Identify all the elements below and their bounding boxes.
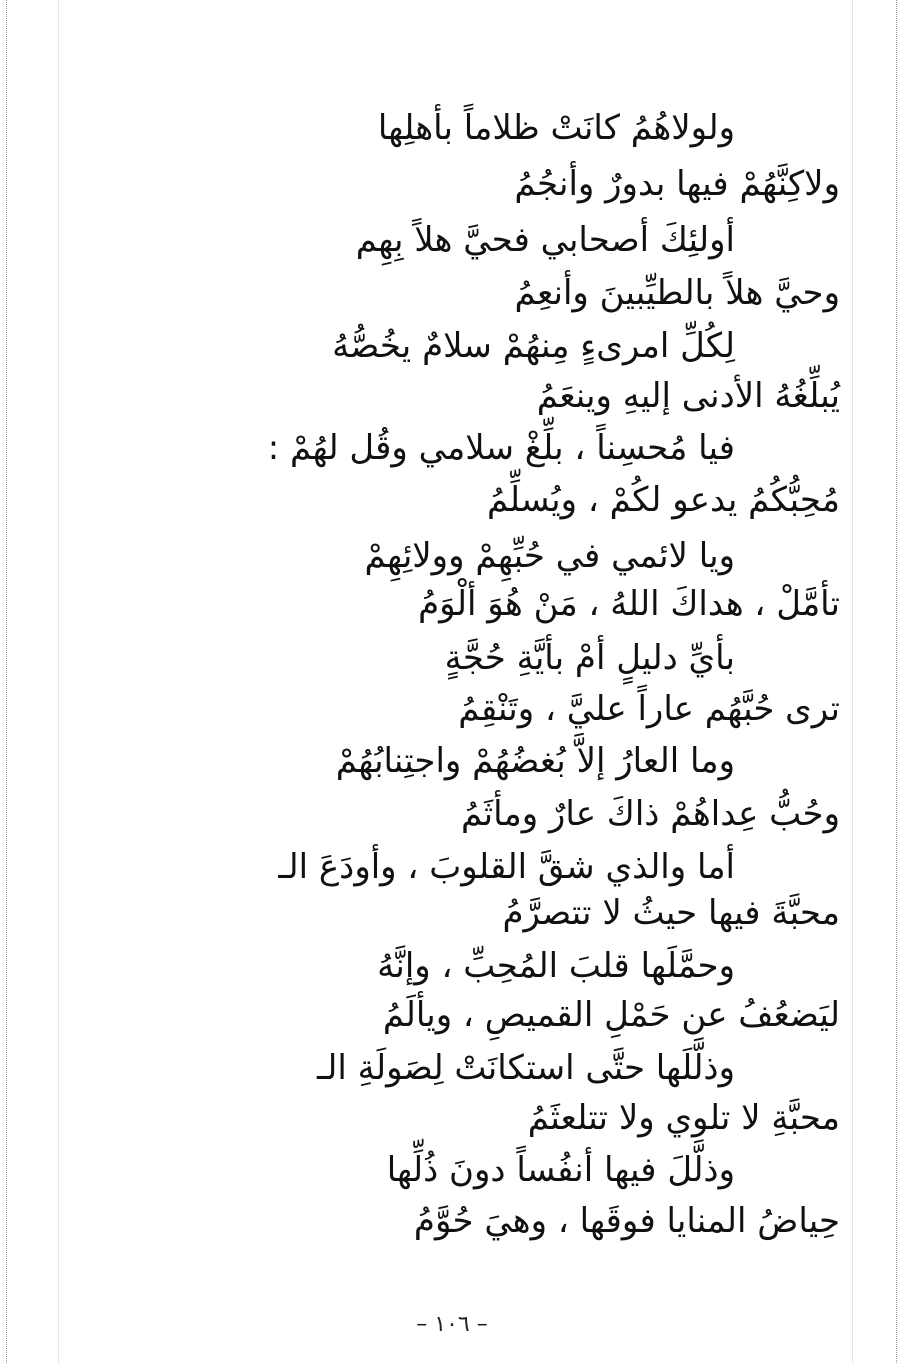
verse-6-first: بأيِّ دليلٍ أمْ بأيَّةِ حُجَّةٍ	[444, 638, 735, 678]
verse-8-second: محبَّةَ فيها حيثُ لا تتصرَّمُ	[502, 893, 840, 933]
verse-3-first: لِكُلِّ امرىءٍ مِنهُمْ سلامٌ يخُصُّهُ	[332, 326, 735, 366]
verse-1-second: ولاكِنَّهُمْ فيها بدورٌ وأنجُمُ	[514, 164, 840, 204]
verse-2-first: أولئِكَ أصحابي فحيَّ هلاً بِهِم	[355, 220, 735, 260]
verse-10-second: محبَّةِ لا تلوي ولا تتلعثَمُ	[527, 1098, 840, 1138]
verse-1-first: ولولاهُمُ كانَتْ ظلاماً بأهلِها	[377, 108, 735, 148]
verse-6-second: ترى حُبَّهُم عاراً عليَّ ، وتَنْقِمُ	[458, 689, 840, 729]
verse-7-second: وحُبُّ عِداهُمْ ذاكَ عارٌ ومأثَمُ	[461, 794, 840, 834]
verse-3-second: يُبلِّغُهُ الأدنى إليهِ وينعَمُ	[536, 376, 840, 416]
verse-5-second: تأمَّلْ ، هداكَ اللهُ ، مَنْ هُوَ ألْوَمُ	[418, 584, 840, 624]
verse-4-first: فيا مُحسِناً ، بلِّغْ سلامي وقُل لهُمْ :	[267, 428, 735, 468]
verse-8-first: أما والذي شقَّ القلوبَ ، وأودَعَ الـ	[278, 847, 735, 887]
verse-11-first: وذلَّلَ فيها أنفُساً دونَ ذُلِّها	[386, 1150, 735, 1190]
verse-10-first: وذلَّلَها حتَّى استكانَتْ لِصَولَةِ الـ	[317, 1048, 735, 1088]
verse-11-second: حِياضُ المنايا فوقَها ، وهيَ حُوَّمُ	[413, 1201, 840, 1241]
verse-2-second: وحيَّ هلاً بالطيِّبينَ وأنعِمُ	[514, 273, 840, 313]
verse-9-first: وحمَّلَها قلبَ المُحِبِّ ، وإنَّهُ	[377, 946, 735, 986]
verse-5-first: ويا لائمي في حُبِّهِمْ وولائِهِمْ	[364, 536, 735, 576]
verse-9-second: ليَضعُفُ عن حَمْلِ القميصِ ، ويألَمُ	[382, 995, 840, 1035]
page-number: – ١٠٦ –	[416, 1312, 488, 1337]
verse-4-second: مُحِبُّكُمُ يدعو لكُمْ ، ويُسلِّمُ	[486, 480, 840, 520]
verse-7-first: وما العارُ إلاَّ بُغضُهُمْ واجتِنابُهُمْ	[335, 741, 735, 781]
